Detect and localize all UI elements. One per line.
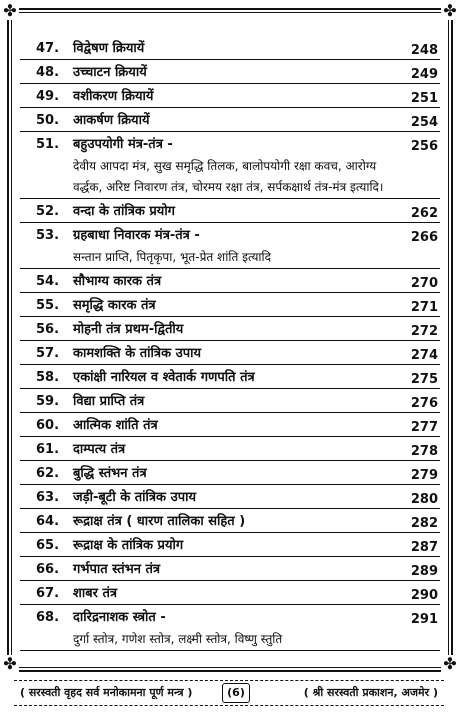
toc-entry xyxy=(20,88,440,108)
toc-entry-title: विद्वेषण क्रियायें xyxy=(73,41,145,56)
toc-row xyxy=(20,112,440,132)
toc-entry xyxy=(20,609,440,651)
toc-entry-number: 49. xyxy=(36,89,60,104)
toc-entry-number: 62. xyxy=(36,466,60,481)
toc-entry-page: 266 xyxy=(410,230,438,245)
toc-entry-subtopics xyxy=(20,629,440,651)
toc-entry-subtopics xyxy=(20,156,440,199)
page-footer xyxy=(14,680,444,706)
toc-row xyxy=(20,489,440,509)
toc-row xyxy=(20,441,440,461)
footer-book-title: ( सरस्वती वृहद सर्व मनोकामना पूर्ण मन्त्र ) xyxy=(20,686,193,699)
toc-entry xyxy=(20,112,440,132)
toc-entry-number: 54. xyxy=(36,274,60,289)
toc-entry xyxy=(20,441,440,461)
toc-entry-number: 63. xyxy=(36,490,60,505)
toc-entry xyxy=(20,489,440,509)
toc-entry-title: वशीकरण क्रियायें xyxy=(73,89,154,104)
toc-entry-number: 67. xyxy=(36,586,60,601)
toc-entry-title: सौभाग्य कारक तंत्र xyxy=(73,274,162,289)
toc-entry xyxy=(20,321,440,341)
toc-subtopic-line: सन्तान प्राप्ति, पितृकृपा, भूत-प्रेत शांति इत्यादि xyxy=(73,250,272,264)
corner-ornament-icon: ✤ xyxy=(1,655,19,673)
toc-entry xyxy=(20,513,440,533)
toc-entry xyxy=(20,585,440,605)
toc-row xyxy=(20,465,440,485)
toc-subtopic-line: वर्द्धक, अरिष्ट निवारण तंत्र, चोरमय रक्षा तंत्र, सर्पकक्षार्थ तंत्र-मंत्र इत्यादि। xyxy=(73,180,384,194)
toc-entry-title: आत्मिक शांति तंत्र xyxy=(73,418,158,433)
toc-entry-page: 289 xyxy=(410,564,438,579)
toc-row xyxy=(20,561,440,581)
toc-row xyxy=(20,64,440,84)
toc-entry-page: 262 xyxy=(410,206,438,221)
toc-entry xyxy=(20,345,440,365)
toc-entry-title: विद्या प्राप्ति तंत्र xyxy=(73,394,145,409)
toc-row xyxy=(20,513,440,533)
toc-entry-page: 251 xyxy=(410,91,438,106)
toc-entry-page: 279 xyxy=(410,468,438,483)
toc-entry-title: रूद्राक्ष तंत्र ( धारण तालिका सहित ) xyxy=(73,514,246,529)
toc-row xyxy=(20,297,440,317)
toc-row xyxy=(20,227,440,247)
toc-entry-page: 275 xyxy=(410,372,438,387)
toc-row xyxy=(20,585,440,605)
toc-entry-number: 68. xyxy=(36,610,60,625)
toc-entry-page: 277 xyxy=(410,420,438,435)
toc-entry-number: 56. xyxy=(36,322,60,337)
toc-entry-page: 290 xyxy=(410,588,438,603)
toc-entry xyxy=(20,203,440,223)
toc-entry-number: 66. xyxy=(36,562,60,577)
toc-row xyxy=(20,369,440,389)
toc-entry-number: 61. xyxy=(36,442,60,457)
toc-entry xyxy=(20,40,440,60)
toc-row xyxy=(20,393,440,413)
toc-entry-title: समृद्धि कारक तंत्र xyxy=(73,298,156,313)
toc-entry-title: दाम्पत्य तंत्र xyxy=(73,442,126,457)
toc-row xyxy=(20,609,440,629)
toc-row xyxy=(20,321,440,341)
toc-entry-number: 47. xyxy=(36,41,60,56)
toc-entry-page: 276 xyxy=(410,396,438,411)
corner-ornament-icon: ✤ xyxy=(1,2,19,20)
toc-entry-title: मोहनी तंत्र प्रथम-द्वितीय xyxy=(73,322,184,337)
toc-entry-number: 59. xyxy=(36,394,60,409)
toc-entry-number: 50. xyxy=(36,113,60,128)
toc-entry-page: 274 xyxy=(410,348,438,363)
toc-entry-number: 64. xyxy=(36,514,60,529)
toc-entry xyxy=(20,393,440,413)
toc-entry-number: 65. xyxy=(36,538,60,553)
toc-entry-title: उच्चाटन क्रियायें xyxy=(73,65,147,80)
toc-entry-number: 55. xyxy=(36,298,60,313)
toc-entry-page: 280 xyxy=(410,492,438,507)
toc-entry-page: 282 xyxy=(410,516,438,531)
toc-entry-page: 278 xyxy=(410,444,438,459)
toc-entry-title: रूद्राक्ष के तांत्रिक प्रयोग xyxy=(73,538,184,553)
toc-entry-page: 287 xyxy=(410,540,438,555)
toc-entry-title: आकर्षण क्रियायें xyxy=(73,113,150,128)
toc-row xyxy=(20,203,440,223)
toc-row xyxy=(20,136,440,156)
footer-publisher: ( श्री सरस्वती प्रकाशन, अजमेर ) xyxy=(303,686,438,699)
toc-entry xyxy=(20,417,440,437)
toc-entry-subtopics xyxy=(20,247,440,269)
toc-entry-number: 48. xyxy=(36,65,60,80)
toc-entry-number: 51. xyxy=(36,137,60,152)
toc-row xyxy=(20,417,440,437)
toc-entry xyxy=(20,537,440,557)
toc-entry-title: गर्भपात स्तंभन तंत्र xyxy=(73,562,161,577)
corner-ornament-icon: ✤ xyxy=(441,655,459,673)
toc-row xyxy=(20,537,440,557)
toc-entry xyxy=(20,369,440,389)
toc-entry-number: 57. xyxy=(36,346,60,361)
toc-entry-page: 249 xyxy=(410,67,438,82)
toc-entry xyxy=(20,561,440,581)
toc-entry-page: 271 xyxy=(410,300,438,315)
toc-entry-title: कामशक्ति के तांत्रिक उपाय xyxy=(73,346,201,361)
toc-entry-number: 52. xyxy=(36,204,60,219)
toc-entry-title: वन्दा के तांत्रिक प्रयोग xyxy=(73,204,176,219)
toc-entry-page: 291 xyxy=(410,612,438,627)
toc-entry xyxy=(20,465,440,485)
toc-row xyxy=(20,40,440,60)
table-of-contents xyxy=(20,40,440,655)
toc-entry-number: 53. xyxy=(36,228,60,243)
toc-row xyxy=(20,345,440,365)
corner-ornament-icon: ✤ xyxy=(441,2,459,20)
toc-subtopic-line: देवीय आपदा मंत्र, सुख समृद्धि तिलक, बालोपयोगी रक्षा कवच, आरोग्य xyxy=(73,159,377,173)
toc-entry-page: 272 xyxy=(410,324,438,339)
toc-subtopic-line: दुर्गा स्तोत्र, गणेश स्तोत्र, लक्ष्मी स्तोत्र, विष्णु स्तुति xyxy=(73,632,283,646)
toc-entry-page: 256 xyxy=(410,139,438,154)
toc-entry-page: 254 xyxy=(410,115,438,130)
toc-entry xyxy=(20,297,440,317)
toc-row xyxy=(20,273,440,293)
toc-entry-page: 248 xyxy=(410,43,438,58)
toc-entry-page: 270 xyxy=(410,276,438,291)
toc-entry-number: 58. xyxy=(36,370,60,385)
toc-entry xyxy=(20,136,440,199)
toc-entry-title: शाबर तंत्र xyxy=(73,586,118,601)
toc-entry-title: बहुउपयोगी मंत्र-तंत्र - xyxy=(73,137,173,152)
toc-entry-title: एकांक्षी नारियल व श्वेतार्क गणपति तंत्र xyxy=(73,370,255,385)
toc-entry-title: जड़ी-बूटी के तांत्रिक उपाय xyxy=(73,490,196,505)
toc-entry-title: बुद्धि स्तंभन तंत्र xyxy=(73,466,147,481)
toc-entry xyxy=(20,227,440,269)
footer-page-number: (6) xyxy=(222,683,250,703)
toc-entry xyxy=(20,273,440,293)
toc-row xyxy=(20,88,440,108)
toc-entry-number: 60. xyxy=(36,418,60,433)
toc-entry xyxy=(20,64,440,84)
toc-entry-title: दारिद्रनाशक स्त्रोत - xyxy=(73,610,166,625)
toc-entry-title: ग्रहबाधा निवारक मंत्र-तंत्र - xyxy=(73,228,200,243)
